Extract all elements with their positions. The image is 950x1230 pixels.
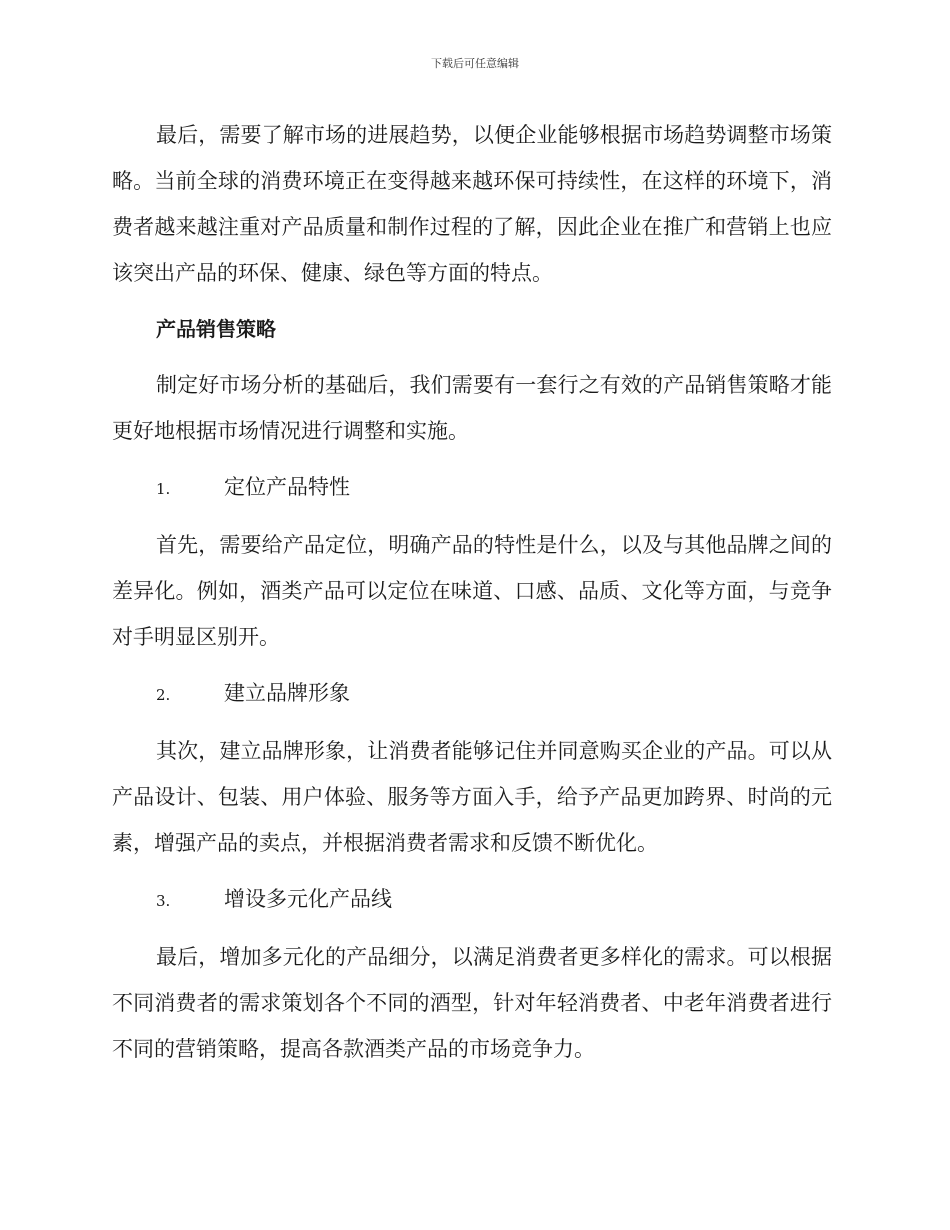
list-item-body: 最后，增加多元化的产品细分，以满足消费者更多样化的需求。可以根据不同消费者的需求策划各个不同的酒型，针对年轻消费者、中老年消费者进行不同的营销策略，提高各款酒类产品的市场竞争力。 [112, 945, 832, 1061]
paragraph-market-trend: 最后，需要了解市场的进展趋势，以便企业能够根据市场趋势调整市场策略。当前全球的消费环境正在变得越来越环保可持续性，在这样的环境下，消费者越来越注重对产品质量和制作过程的了解，因此企业在推广和营销上也应该突出产品的环保、健康、绿色等方面的特点。 [112, 123, 832, 285]
list-item-title: 定位产品特性 [224, 475, 350, 499]
list-number: 3. [156, 892, 171, 910]
list-item-heading [112, 876, 832, 924]
list-item-body: 首先，需要给产品定位，明确产品的特性是什么，以及与其他品牌之间的差异化。例如，酒类产品可以定位在味道、口感、品质、文化等方面，与竞争对手明显区别开。 [112, 533, 832, 649]
document-body [112, 112, 832, 1082]
paragraph-strategy-intro: 制定好市场分析的基础后，我们需要有一套行之有效的产品销售策略才能更好地根据市场情况进行调整和实施。 [112, 373, 832, 443]
list-number: 2. [156, 686, 171, 704]
list-item-body: 其次，建立品牌形象，让消费者能够记住并同意购买企业的产品。可以从产品设计、包装、用户体验、服务等方面入手，给予产品更加跨界、时尚的元素，增强产品的卖点，并根据消费者需求和反馈不断优化。 [112, 739, 832, 855]
list-item-title: 建立品牌形象 [224, 681, 350, 705]
list-item-title: 增设多元化产品线 [224, 887, 392, 911]
list-item-heading [112, 670, 832, 718]
list-item-heading [112, 464, 832, 512]
page-header: 下载后可任意编辑 [431, 57, 519, 70]
list-number: 1. [156, 480, 171, 498]
section-title: 产品销售策略 [156, 317, 276, 341]
